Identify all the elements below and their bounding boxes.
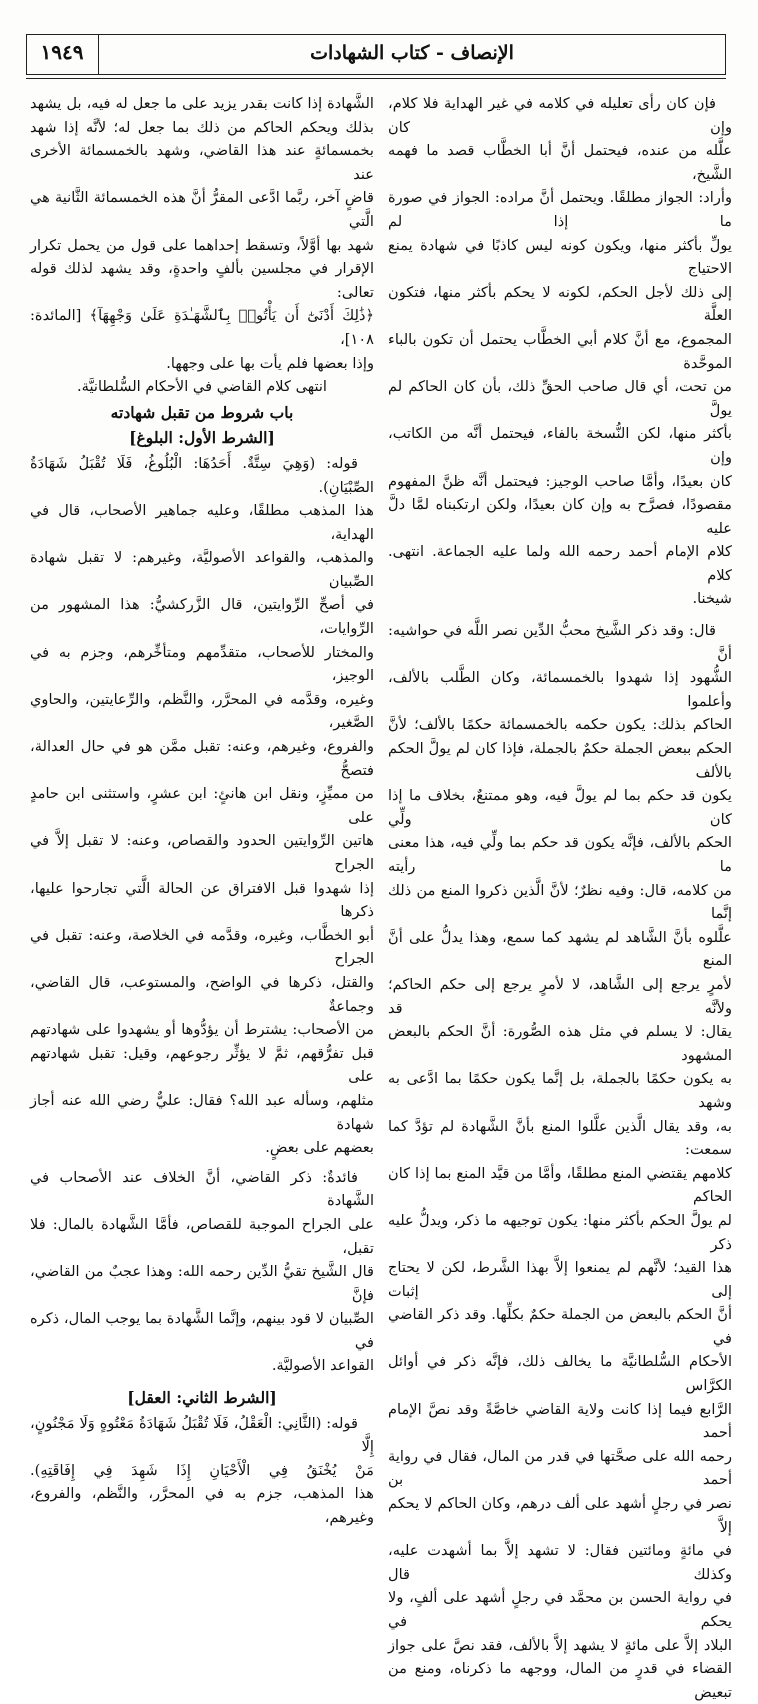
text-line: قال الشَّيخ تقيُّ الدِّين رحمه الله: وهذا عجبٌ من القاضي، فإنَّ (30, 1263, 374, 1304)
condition1-body (30, 452, 374, 1160)
text-line: أبو الخطَّاب، وغيره، وقدَّمه في الخلاصة، وعنه: تقبل في الجراح (30, 926, 374, 968)
text-line: كلام الإمام أحمد رحمه الله ولما عليه الجماعة. انتهى. كلام (388, 543, 732, 584)
text-line: قوله: (وَهِيَ سِتَّةٌ. أَحَدُهَا: الْبُلُوغُ، فَلَا تُقْبَلُ شَهَادَةُ الصِّبْيَانِ). (30, 454, 374, 496)
text-line: مثلهم، وسأله عبد الله؟ فقال: عليٌّ رضي الله عنه أجاز شهادة (30, 1091, 374, 1133)
text-line: قاضٍ آخر، ربَّما ادَّعى المقرُّ أنَّ هذه الخمسمائة الثَّانية هي الَّتي (30, 189, 374, 230)
text-line: يولِّ بأكثر منها، ويكون كونه ليس كاذبًا في شهادة يمنع الاحتياج (388, 236, 732, 278)
text-line: والمذهب، والقواعد الأصوليَّة، وغيرهم: لا تقبل شهادة الصِّبيان (30, 549, 374, 590)
chapter-title: باب شروط من تقبل شهادته (110, 402, 294, 422)
condition2-body (30, 1412, 374, 1530)
text-line: من مميِّزٍ، ونقل ابن هانئٍ: ابن عشرٍ، واستثنى ابن حامدٍ على (30, 785, 374, 826)
end-note: انتهى كلام القاضي في الأحكام السُّلطانيَّة. (77, 378, 327, 396)
text-line: به، وقد يقال الَّذين علَّلوا المنع بأنَّ الشَّهادة لم تؤدَّ كما سمعت: (388, 1117, 732, 1159)
text-line: الحكم بالألف، فإنَّه يكون قد حكم بما ولِّي فيه، هذا معنى ما رأيته (388, 834, 732, 875)
text-line: بأكثر منها، لكن النُّسخة بالفاء، فيحتمل أنَّه من الكاتب، وإن (388, 425, 732, 466)
header-divider-secondary (26, 78, 726, 79)
text-line: رحمه الله على صحَّتها في قدر من المال، فقال في رواية أحمد بن (388, 1447, 732, 1489)
opening-paragraph (30, 92, 374, 375)
text-line: لم يولَّ الحكم بأكثر منها: يكون توجيهه ما ذكر، ويدلُّ عليه ذكر (388, 1211, 732, 1253)
text-line: البلاد إلاَّ على مائةٍ لا يشهد إلاَّ بالألف، فقد نصَّ على جواز (388, 1636, 732, 1654)
text-line: هذا المذهب، جزم به في المحرَّر، والنَّظم، والفروع، وغيرهم، (30, 1485, 374, 1527)
text-line: قبل تفرُّقهم، ثمَّ لا يؤثِّر رجوعهم، وقيل: تقبل شهادتهم على (30, 1044, 374, 1086)
text-line: على الجراح الموجبة للقصاص، فأمَّا الشَّهادة بالمال: فلا تقبل، (30, 1215, 374, 1257)
text-line: شهد بها أوَّلاً، وتسقط إحداهما على قول من يحمل تكرار (30, 236, 374, 254)
text-line: قال: وقد ذكر الشَّيخ محبُّ الدِّين نصر اللَّه في حواشيه: أنَّ (388, 622, 732, 663)
text-line: في رواية الحسن بن محمَّد في رجلٍ أشهد على ألفٍ، ولا يحكم في (388, 1589, 732, 1630)
condition1-title: [الشرط الأول: البلوغ] (129, 428, 275, 448)
page-header (26, 34, 726, 78)
text-line: بعضهم على بعضٍ. (265, 1139, 374, 1157)
text-line: مقصودًا، فصرَّح به وإن كان بعيدًا، ولكن ارتكبناه لمَّا دلَّ عليه (388, 496, 732, 537)
note-paragraph (30, 1166, 374, 1378)
text-line: في مائةٍ ومائتين فقال: لا تشهد إلاَّ بما أشهدت عليه، وكذلك قال (388, 1542, 732, 1583)
text-line: به يكون حكمًا بالجملة، بل إنَّما يكون حكمًا بما ادَّعى به وشهد (388, 1070, 732, 1111)
text-line: يقال: لا يسلم في مثل هذه الصُّورة: أنَّ الحكم بالبعض المشهود (388, 1023, 732, 1064)
text-line: في أصحِّ الرِّوايتين، قال الزَّركشيُّ: هذا المشهور من الرِّوايات، (30, 596, 374, 638)
text-line: هذا المذهب مطلقًا، وعليه جماهير الأصحاب، قال في الهداية، (30, 502, 374, 543)
text-line: علَّلوه بأنَّ الشَّاهد لم يشهد كما سمع، وهذا يدلُّ على أنَّ المنع (388, 928, 732, 970)
right-column (388, 92, 732, 1701)
text-line: وغيره، وقدَّمه في المحرَّر، والنَّظم، والرِّعايتين، والحاوي الصَّغير، (30, 690, 374, 732)
text-line: المجموع، مع أنَّ كلام أبي الخطَّاب يحتمل أن تكون بالباء الموحَّدة (388, 330, 732, 372)
text-line: شيخنا. (692, 590, 732, 608)
text-line: يكون قد حكم بما لم يولَّ فيه، وهو ممتنعٌ، بخلاف ما إذا كان ولِّي (388, 787, 732, 828)
text-line: إلى ذلك لأجل الحكم، لكونه لا يحكم بأكثر منها، فتكون العلَّة (388, 283, 732, 325)
text-line: من الأصحاب: يشترط أن يؤدُّوها أو يشهدوا على شهادتهم (30, 1021, 374, 1039)
text-line: فإن كان رأى تعليله في كلامه في غير الهداية فلا كلام، وإن كان (388, 95, 732, 136)
text-line: وإذا بعضها فلم يأت بها على وجهها. (166, 354, 374, 372)
text-line: والفروع، وغيرهم، وعنه: تقبل ممَّن هو في حال العدالة، فتصحُّ (30, 738, 374, 779)
text-line: كلامهم يقتضي المنع مطلقًا، وأمَّا من قيَّد المنع بما إذا كان الحاكم (388, 1164, 732, 1206)
page-number-box (26, 34, 99, 74)
text-line: الإقرار في مجلسين بألفٍ واحدةٍ، وقد يشهد لذلك قوله تعالى: (30, 260, 374, 301)
text-line: الأحكام السُّلطانيَّة ما يخالف ذلك، فإنَّه ذكر في أوائل الكرَّاس (388, 1353, 732, 1395)
text-line: قوله: (الثَّانِي: الْعَقْلُ، فَلَا تُقْبَلُ شَهَادَةُ مَعْتُوهٍ وَلَا مَجْنُونٍ، إِلَّا (30, 1414, 374, 1456)
text-line: الحاكم بذلك: يكون حكمه بالخمسمائة حكمًا بالألف؛ لأنَّ (388, 716, 732, 734)
left-column (30, 92, 374, 1527)
condition2-title: [الشرط الثاني: العقل] (127, 1388, 277, 1408)
page-number: ١٩٤٩ (40, 40, 84, 64)
text-line: وأراد: الجواز مطلقًا. ويحتمل أنَّ مراده: الجواز في صورة ما إذا لم (388, 189, 732, 230)
text-line: الصِّبيان لا قود بينهم، وإنَّما الشَّهادة بما يوجب المال، ذكره في (30, 1310, 374, 1351)
running-title: الإنصاف - كتاب الشهادات (310, 42, 514, 64)
text-line: القواعد الأصوليَّة. (271, 1357, 374, 1375)
text-line: علَّله من عنده، فيحتمل أنَّ أبا الخطَّاب قصد ما فهمه الشَّيخ، (388, 142, 732, 183)
text-line: كان بعيدًا، وأمَّا صاحب الوجيز: فيحتمل أنَّه ظنَّ المفهوم (388, 472, 732, 490)
text-line: والقتل، ذكرها في الواضح، والمستوعب، قال القاضي، وجماعةٌ (30, 973, 374, 1015)
text-line: الشُّهود إذا شهدوا بالخمسمائة، وكان الطَّلب بالألف، وأعلموا (388, 669, 732, 710)
header-divider (26, 74, 726, 75)
text-line: الحكم ببعض الجملة حكمٌ بالجملة، فإذا كان لم يولَّ الحكم بالألف (388, 740, 732, 781)
text-line: إذا شهدوا قبل الافتراق عن الحالة الَّتي تجارحوا عليها، ذكرها (30, 879, 374, 921)
text-line: هاتين الرِّوايتين الحدود والقصاص، وعنه: لا تقبل إلاَّ في الجراح (30, 832, 374, 873)
text-line: أنَّ الحكم بالبعض من الجملة حكمٌ بكلِّها. وقد ذكر القاضي في (388, 1306, 732, 1347)
text-line: والمختار للأصحاب، متقدِّمهم ومتأخِّرهم، وجزم به في الوجيز، (30, 643, 374, 685)
text-line: لأمرٍ يرجع إلى الشَّاهد، لا لأمرٍ يرجع إلى حكم الحاكم؛ ولأنَّه قد (388, 975, 732, 1017)
text-line: فائدةٌ: ذكر القاضي، أنَّ الخلاف عند الأصحاب في الشَّهادة (30, 1168, 374, 1210)
text-line: بخمسمائةٍ عند هذا القاضي، وشهد بالخمسمائة الأخرى عند (30, 142, 374, 183)
text-line: نصر في رجلٍ أشهد على ألف درهم، وكان الحاكم لا يحكم إلاَّ (388, 1495, 732, 1536)
text-line: الشَّهادة إذا كانت بقدر يزيد على ما جعل له فيه، بل يشهد (30, 95, 374, 112)
text-line: ﴿ذَٰلِكَ أَدْنَىٰٓ أَن يَأْتُوا۟ بِٱلشَّهَـٰدَةِ عَلَىٰ وَجْهِهَآ﴾ [المائدة: ١٠٨]، (30, 307, 374, 348)
text-line: بذلك ويحكم الحاكم من ذلك بما جعل له؛ لأنَّه إذا شهد (30, 118, 374, 136)
text-line: مَنْ يُخْنَقُ فِي الْأَحْيَانِ إِذَا شَهِدَ فِي إِفَاقَتِهِ). (30, 1461, 374, 1479)
text-line: هذا القيد؛ لأنَّهم لم يمنعوا إلاَّ بهذا الشَّرط، لكن لا يحتاج إلى إثبات (388, 1259, 732, 1300)
text-line: القضاء في قدرٍ من المال، ووجهه ما ذكرناه، ومنع من تبعيض (388, 1660, 732, 1701)
text-line: الرَّابع فيما إذا كانت ولاية القاضي خاصَّةً وقد نصَّ الإمام أحمد (388, 1400, 732, 1442)
text-line: من تحت، أي قال صاحب الحقِّ ذلك، بأن كان الحاكم لم يولَّ (388, 378, 732, 419)
text-line: من كلامه، قال: وفيه نظرٌ؛ لأنَّ الَّذين ذكروا المنع من ذلك إنَّما (388, 881, 732, 923)
